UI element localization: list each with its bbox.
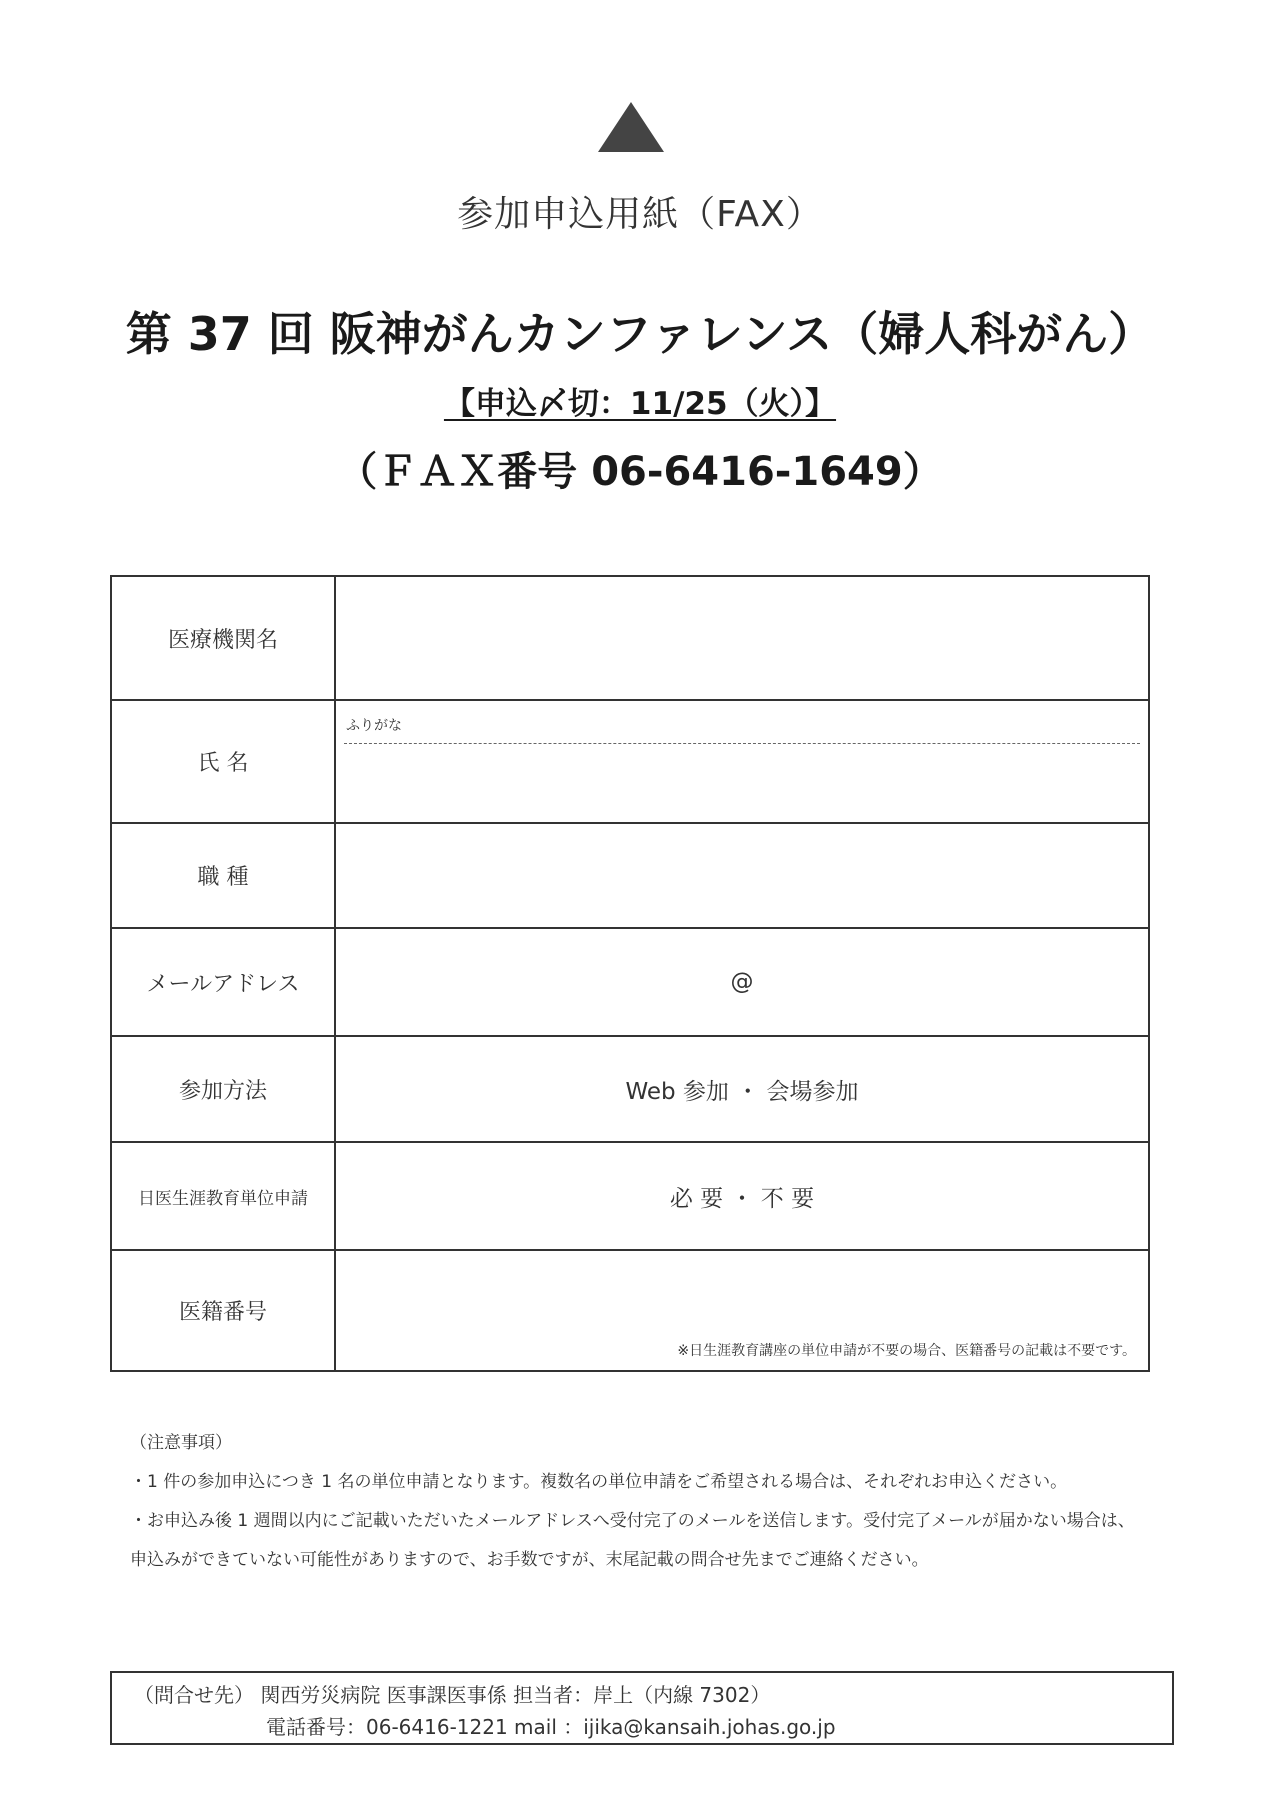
- page-title: 第 37 回 阪神がんカンファレンス（婦人科がん）: [125, 307, 1155, 361]
- input-license-number[interactable]: [335, 1250, 1149, 1371]
- notes-section: [130, 1424, 1135, 1580]
- notes-heading: （注意事項）: [130, 1433, 232, 1453]
- label-institution: 医療機関名: [111, 576, 335, 700]
- participation-options[interactable]: Web 参加 ・ 会場参加: [335, 1036, 1149, 1142]
- row-occupation: [111, 823, 1149, 928]
- input-name[interactable]: [335, 700, 1149, 823]
- row-license-number: [111, 1250, 1149, 1371]
- fax-number: （ＦＡＸ番号 06-6416-1649）: [337, 449, 943, 495]
- credit-options[interactable]: 必 要 ・ 不 要: [335, 1142, 1149, 1250]
- note-item: ・お申込み後 1 週間以内にご記載いただいたメールアドレスへ受付完了のメールを送信します。受付完了メールが届かない場合は、: [130, 1511, 1135, 1531]
- row-participation: [111, 1036, 1149, 1142]
- label-participation: 参加方法: [111, 1036, 335, 1142]
- row-institution: [111, 576, 1149, 700]
- note-item: 申込みができていない可能性がありますので、お手数ですが、末尾記載の問合せ先までご連絡ください。: [130, 1550, 929, 1570]
- furigana-divider: [344, 743, 1140, 744]
- contact-line-1: （問合せ先） 関西労災病院 医事課医事係 担当者：岸上（内線 7302）: [134, 1683, 771, 1707]
- row-name: [111, 700, 1149, 823]
- application-form: [110, 575, 1150, 1372]
- license-note: ※日生涯教育講座の単位申請が不要の場合、医籍番号の記載は不要です。: [677, 1343, 1136, 1359]
- label-name: 氏 名: [111, 700, 335, 823]
- input-email[interactable]: @: [335, 928, 1149, 1036]
- triangle-marker: [598, 102, 664, 152]
- deadline-text: 【申込〆切：11/25（火）】: [443, 386, 837, 422]
- label-email: メールアドレス: [111, 928, 335, 1036]
- row-credit-application: [111, 1142, 1149, 1250]
- label-license-number: 医籍番号: [111, 1250, 335, 1371]
- furigana-label: ふりがな: [346, 718, 402, 734]
- note-item: ・1 件の参加申込につき 1 名の単位申請となります。複数名の単位申請をご希望される場合は、それぞれお申込ください。: [130, 1472, 1068, 1492]
- label-credit-application: 日医生涯教育単位申請: [111, 1142, 335, 1250]
- label-occupation: 職 種: [111, 823, 335, 928]
- input-occupation[interactable]: [335, 823, 1149, 928]
- input-institution[interactable]: [335, 576, 1149, 700]
- contact-box: [110, 1671, 1174, 1745]
- row-email: [111, 928, 1149, 1036]
- contact-line-2: 電話番号：06-6416-1221 mail ：ijika@kansaih.johas.go.jp: [266, 1715, 836, 1739]
- form-label: 参加申込用紙（FAX）: [457, 194, 823, 235]
- deadline: [0, 378, 1280, 423]
